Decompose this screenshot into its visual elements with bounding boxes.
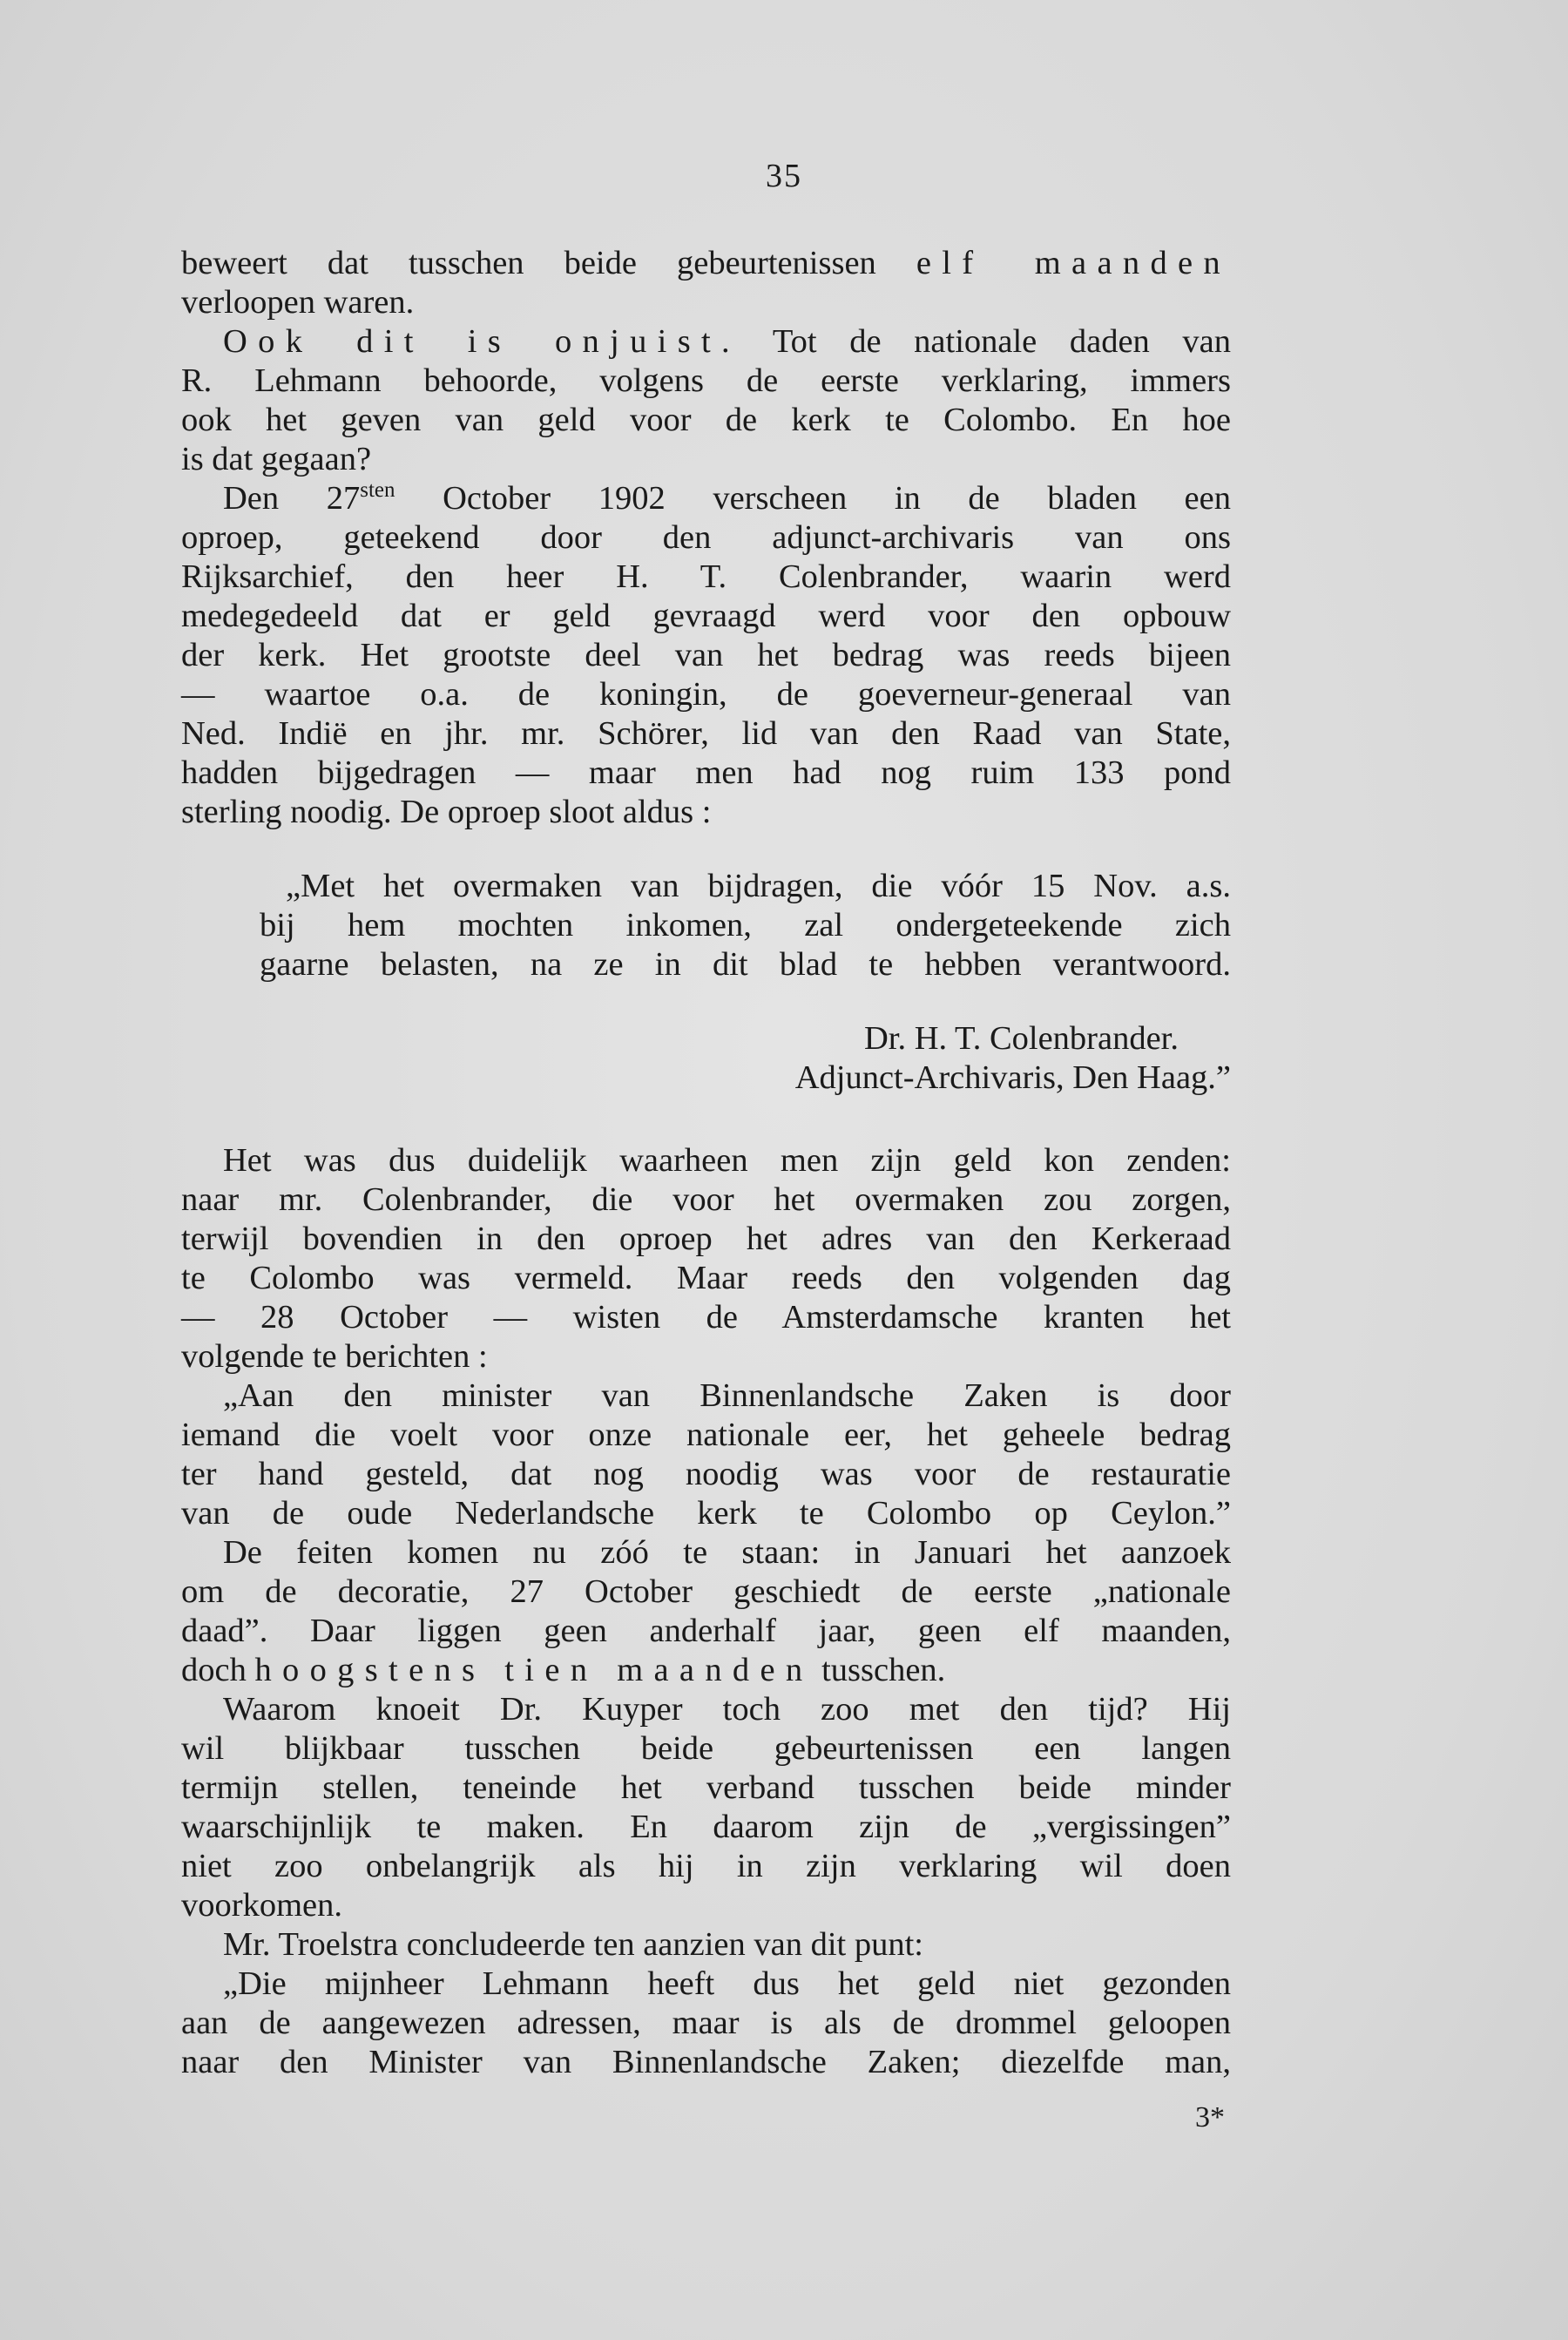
text-line: R. Lehmann behoorde, volgens de eerste verklaring, immers <box>181 362 1231 399</box>
emphasized-text: elf maanden <box>916 245 1231 281</box>
text-line: termijn stellen, teneinde het verband tusschen beide minder <box>181 1769 1231 1806</box>
text-line: „Met het overmaken van bijdragen, die vóór 15 Nov. a.s. <box>286 868 1231 904</box>
text-line: van de oude Nederlandsche kerk te Colombo op Ceylon.” <box>181 1495 1231 1532</box>
text-line: ter hand gesteld, dat nog noodig was voor de restauratie <box>181 1456 1231 1492</box>
superscript: sten <box>360 478 395 502</box>
body-text <box>181 244 1231 2082</box>
text-span: tusschen. <box>813 1652 946 1688</box>
text-line: naar mr. Colenbrander, die voor het overmaken zou zorgen, <box>181 1181 1231 1218</box>
signature-name: Dr. H. T. Colenbrander. <box>863 1020 1179 1057</box>
signature-title: Adjunct-Archivaris, Den Haag.” <box>794 1059 1231 1096</box>
text-line: te Colombo was vermeld. Maar reeds den volgenden dag <box>181 1260 1231 1296</box>
text-line <box>181 479 1231 518</box>
text-line <box>181 322 1231 362</box>
text-line: verloopen waren. <box>181 284 415 321</box>
text-span: Tot de nationale daden van <box>740 323 1231 360</box>
text-line: waarschijnlijk te maken. En daarom zijn de „vergissingen” <box>181 1809 1231 1845</box>
text-line: der kerk. Het grootste deel van het bedrag was reeds bijeen <box>181 637 1231 673</box>
text-line: hadden bijgedragen — maar men had nog ruim 133 pond <box>181 754 1231 791</box>
text-line: Ned. Indië en jhr. mr. Schörer, lid van den Raad van State, <box>181 715 1231 752</box>
text-line: Waarom knoeit Dr. Kuyper toch zoo met den tijd? Hij <box>223 1691 1231 1728</box>
text-line: ook het geven van geld voor de kerk te Colombo. En hoe <box>181 402 1231 438</box>
emphasized-text: Ook dit is onjuist. <box>223 323 740 360</box>
text-line: volgende te berichten : <box>181 1338 488 1375</box>
text-line: iemand die voelt voor onze nationale eer, het geheele bedrag <box>181 1417 1231 1453</box>
text-line: oproep, geteekend door den adjunct-archivaris van ons <box>181 519 1231 556</box>
text-line: voorkomen. <box>181 1887 342 1924</box>
text-line: gaarne belasten, na ze in dit blad te hebben verantwoord. <box>260 946 1231 983</box>
text-line: wil blijkbaar tusschen beide gebeurtenissen een langen <box>181 1730 1231 1767</box>
text-line: medegedeeld dat er geld gevraagd werd voor den opbouw <box>181 598 1231 634</box>
text-line: De feiten komen nu zóó te staan: in Januari het aanzoek <box>223 1534 1231 1571</box>
text-line: daad”. Daar liggen geen anderhalf jaar, geen elf maanden, <box>181 1613 1231 1649</box>
page-number: 35 <box>766 158 802 194</box>
text-span: October 1902 verscheen in de bladen een <box>395 480 1231 517</box>
text-line: is dat gegaan? <box>181 441 372 477</box>
text-line <box>181 1651 1231 1690</box>
text-line: om de decoratie, 27 October geschiedt de eerste „nationale <box>181 1573 1231 1610</box>
text-line: naar den Minister van Binnenlandsche Zaken; diezelfde man, <box>181 2044 1231 2080</box>
text-line: Rijksarchief, den heer H. T. Colenbrander, waarin werd <box>181 558 1231 595</box>
text-line: Het was dus duidelijk waarheen men zijn geld kon zenden: <box>223 1142 1231 1179</box>
block-quote <box>181 867 1231 1098</box>
text-line: niet zoo onbelangrijk als hij in zijn verklaring wil doen <box>181 1848 1231 1884</box>
text-line: terwijl bovendien in den oproep het adres van den Kerkeraad <box>181 1221 1231 1257</box>
text-line: bij hem mochten inkomen, zal ondergeteekende zich <box>260 907 1231 943</box>
text-span: doch <box>181 1652 255 1688</box>
text-line <box>181 244 1231 283</box>
emphasized-text: hoogstens tien maanden <box>254 1652 814 1688</box>
text-line: — waartoe o.a. de koningin, de goeverneur-generaal van <box>181 676 1231 713</box>
text-span: beweert dat tusschen beide gebeurtenissen <box>181 245 916 281</box>
text-line: sterling noodig. De oproep sloot aldus : <box>181 794 712 830</box>
text-line: aan de aangewezen adressen, maar is als de drommel geloopen <box>181 2005 1231 2041</box>
text-line: Mr. Troelstra concludeerde ten aanzien van dit punt: <box>223 1926 924 1963</box>
text-line: — 28 October — wisten de Amsterdamsche kranten het <box>181 1299 1231 1336</box>
text-line: „Die mijnheer Lehmann heeft dus het geld niet gezonden <box>223 1965 1231 2002</box>
signature-mark: 3* <box>1195 2101 1225 2134</box>
text-line: „Aan den minister van Binnenlandsche Zaken is door <box>223 1377 1231 1414</box>
text-span: Den 27 <box>223 480 361 517</box>
